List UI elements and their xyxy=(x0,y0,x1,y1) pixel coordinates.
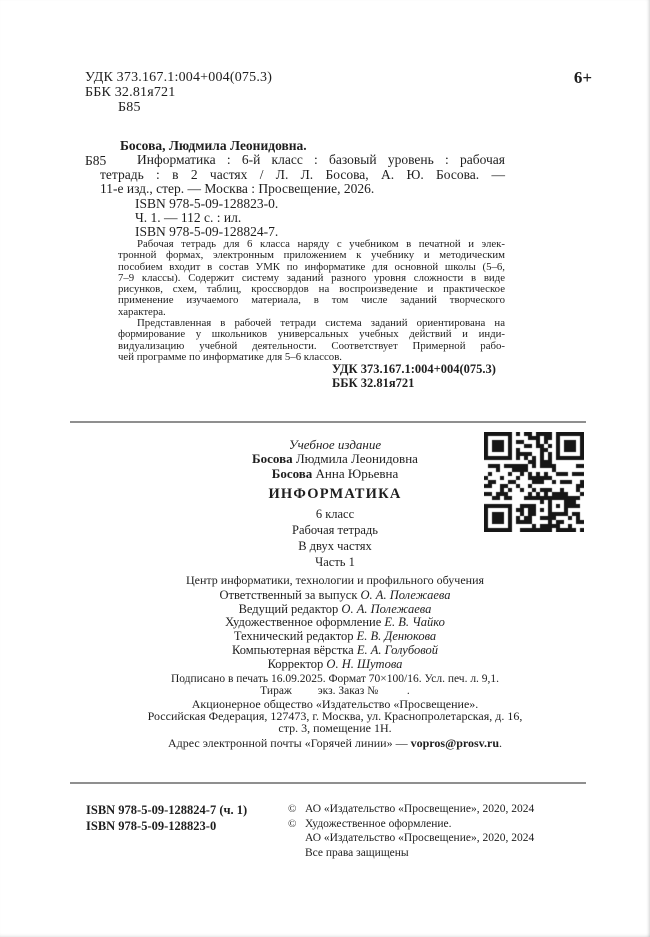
credit-name: О. А. Полежаева xyxy=(360,588,451,602)
annotation-line: рисунков, схем, таблиц, кроссвордов на воспроизведение и практическое xyxy=(118,283,505,296)
copyright-text: АО «Издательство «Просвещение», 2020, 2024 xyxy=(305,803,535,815)
copyright-row xyxy=(288,817,534,832)
isbn-set-line: ISBN 978-5-09-128823-0 xyxy=(86,819,217,834)
hotline-email: vopros@prosv.ru xyxy=(410,736,500,751)
divider-top xyxy=(70,421,586,423)
series-line: В двух частях xyxy=(298,539,372,553)
grade-line: 6 класс xyxy=(315,507,355,521)
author-surname: Босова xyxy=(271,465,313,481)
top-classifiers xyxy=(85,70,272,115)
copyright-row xyxy=(288,831,534,846)
copyright-row xyxy=(288,802,534,817)
credit-role: Ведущий редактор xyxy=(238,601,339,616)
copyright-text: Художественное оформление. xyxy=(305,817,452,830)
part-line: Ч. 1. — 112 с. : ил. xyxy=(135,210,242,226)
edition-kind: Учебное издание xyxy=(288,437,382,452)
publisher-line: Российская Федерация, 127473, г. Москва, ул. Краснопролетарская, д. 16, xyxy=(147,709,523,723)
credit-role: Технический редактор xyxy=(233,629,354,644)
bbk-bold-line: ББК 32.81я721 xyxy=(332,375,415,390)
credit-role: Компьютерная вёрстка xyxy=(232,642,354,657)
author-given: Людмила Леонидовна xyxy=(295,451,418,466)
copyright-symbol: © xyxy=(288,803,297,815)
annotation-line: характера. xyxy=(118,305,166,318)
copyright-row xyxy=(288,846,534,861)
author-surname: Босова xyxy=(252,451,293,466)
author-code-line: Б85 xyxy=(118,100,141,115)
copyright-symbol xyxy=(288,846,305,861)
copyright-text: Все права защищены xyxy=(305,846,409,859)
annotation-line: чей программе по информатике для 5–6 классов. xyxy=(118,350,342,363)
copyright-symbol xyxy=(288,831,305,846)
annotation-line: 7–9 классы). Содержит систему заданий разного уровня сложности в виде xyxy=(118,271,505,284)
credit-row xyxy=(85,644,585,658)
footer-isbn-block xyxy=(86,802,247,835)
credit-row xyxy=(85,658,585,672)
credit-row xyxy=(85,603,585,617)
annotation-line: формирование у школьников универсальных учебных действий и инди- xyxy=(118,328,505,341)
publishing-center-line: Центр информатики, технологии и профильного обучения xyxy=(185,573,485,587)
publisher-line: стр. 3, помещение 1Н. xyxy=(278,721,392,736)
bibliographic-line: тетрадь : в 2 частях / Л. Л. Босова, А. Ю. Босова. — xyxy=(100,166,505,182)
copyright-symbol: © xyxy=(288,817,297,830)
author-name xyxy=(85,467,585,482)
hotline-prefix: Адрес электронной почты «Горячей линии» — xyxy=(167,736,408,751)
annotation-line: Рабочая тетрадь для 6 класса наряду с учебником в печатной и элек- xyxy=(137,238,505,250)
credit-name: Е. А. Голубовой xyxy=(356,642,438,657)
annotation-line: видуализацию учебной деятельности. Соответствует Примерной рабо- xyxy=(118,339,505,352)
imprint-line: Подписано в печать 16.09.2025. Формат 70×100/16. Усл. печ. л. 9,1. xyxy=(170,672,500,685)
credit-row xyxy=(85,616,585,630)
udk-line: УДК 373.167.1:004+004(075.3) xyxy=(85,70,273,85)
author-name xyxy=(85,452,585,467)
credit-row xyxy=(85,630,585,644)
credit-name: Е. В. Денюкова xyxy=(356,629,437,644)
credit-role: Художественное оформление xyxy=(225,615,382,630)
credit-name: О. Н. Шутова xyxy=(326,656,403,671)
isbn-line: ISBN 978-5-09-128823-0. xyxy=(135,195,279,211)
publisher-line: Акционерное общество «Издательство «Просвещение». xyxy=(191,696,479,711)
credit-row xyxy=(85,589,585,603)
book-title: ИНФОРМАТИКА xyxy=(268,486,402,502)
credit-name: Е. В. Чайко xyxy=(384,615,445,630)
catalog-card xyxy=(100,139,505,240)
classifiers-bold xyxy=(332,363,496,390)
hotline-line xyxy=(85,736,585,750)
credit-role: Корректор xyxy=(267,656,324,671)
udk-bold-line: УДК 373.167.1:004+004(075.3) xyxy=(332,362,496,376)
edition-section xyxy=(85,438,585,750)
series-line: Рабочая тетрадь xyxy=(292,523,378,537)
credits-block xyxy=(85,589,585,671)
copyright-text: АО «Издательство «Просвещение», 2020, 2024 xyxy=(305,832,535,845)
annotation-line: применение изучаемого материала, в том числе заданий творческого xyxy=(118,294,505,307)
isbn-part-line: ISBN 978-5-09-128824-7 (ч. 1) xyxy=(86,803,248,817)
series-line: Часть 1 xyxy=(315,555,355,569)
credit-name: О. А. Полежаева xyxy=(341,601,432,616)
hotline-suffix: . xyxy=(499,736,503,751)
bibliographic-line: 11-е изд., стер. — Москва : Просвещение, 2026. xyxy=(100,181,375,197)
isbn-line: ISBN 978-5-09-128824-7. xyxy=(135,224,279,240)
footer-copyright-block xyxy=(288,802,534,860)
imprint-block xyxy=(85,673,585,698)
annotation-line: Представленная в рабочей тетради система заданий ориентирована на xyxy=(137,317,505,330)
bbk-line: ББК 32.81я721 xyxy=(85,85,176,100)
annotation-block xyxy=(118,239,505,363)
card-author-heading: Босова, Людмила Леонидовна. xyxy=(120,138,307,153)
divider-bottom xyxy=(70,782,586,784)
annotation-line: тронной формах, электронным приложением к учебнику и методическим xyxy=(118,249,505,262)
credit-role: Ответственный за выпуск xyxy=(219,588,358,602)
card-code-label: Б85 xyxy=(85,153,107,168)
bibliographic-line: Информатика : 6-й класс : базовый уровень : рабочая xyxy=(137,152,505,168)
publisher-block xyxy=(85,698,585,735)
annotation-line: пособием входит в состав УМК по информатике для основной школы (5–6, xyxy=(118,260,505,273)
imprint-line: Тираж экз. Заказ № . xyxy=(260,685,410,698)
author-given: Анна Юрьевна xyxy=(315,465,399,481)
age-rating-badge: 6+ xyxy=(573,68,592,87)
